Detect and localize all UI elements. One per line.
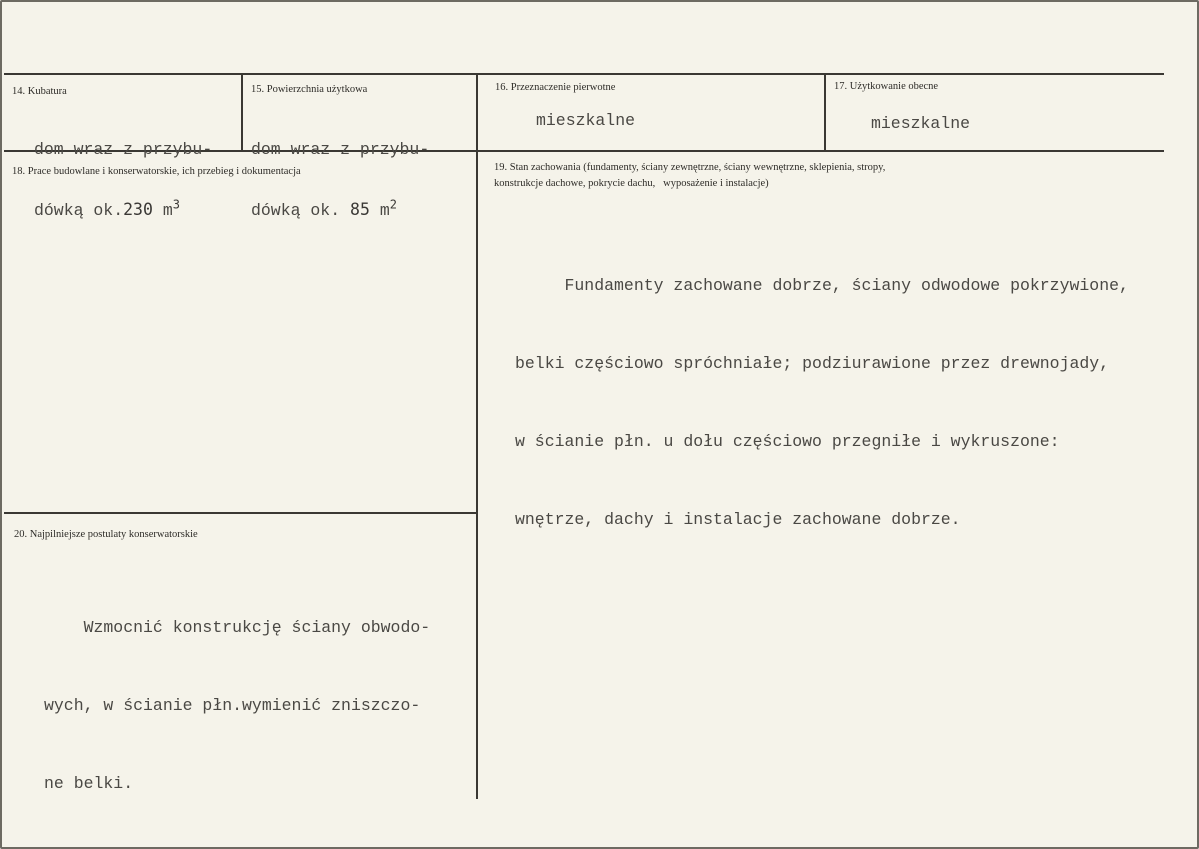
- postulaty-line-1: Wzmocnić konstrukcję ściany obwodo-: [44, 618, 431, 637]
- prace-budowlane-label: 18. Prace budowlane i konserwatorskie, ich przebieg i dokumentacja: [12, 166, 301, 177]
- postulaty-label: 20. Najpilniejsze postulaty konserwatorskie: [14, 529, 198, 540]
- powierzchnia-label: 15. Powierzchnia użytkowa: [251, 84, 368, 95]
- stan-zachowania-line-2: belki częściowo spróchniałe; podziurawione przez drewnojady,: [515, 354, 1110, 373]
- powierzchnia-line-2: [251, 197, 429, 221]
- powierzchnia-line-2-text: dówką ok.: [251, 201, 341, 220]
- uzytkowanie-label: 17. Użytkowanie obecne: [834, 81, 939, 92]
- powierzchnia-unit: m: [379, 201, 390, 220]
- postulaty-line-2: wych, w ścianie płn.wymienić zniszczo-: [44, 696, 421, 715]
- kubatura-exponent: 3: [172, 197, 180, 212]
- section-20-rule: [4, 512, 478, 514]
- top-rule: [4, 73, 1164, 75]
- przeznaczenie-label: 16. Przeznaczenie pierwotne: [495, 82, 616, 93]
- kubatura-line-1: dom wraz z przybu-: [34, 140, 213, 159]
- powierzchnia-exponent: 2: [389, 197, 397, 212]
- powierzchnia-line-1: dom wraz z przybu-: [251, 140, 430, 159]
- stan-zachowania-line-4: wnętrze, dachy i instalacje zachowane dobrze.: [515, 510, 961, 529]
- stan-zachowania-label-1: 19. Stan zachowania (fundamenty, ściany zewnętrzne, ściany wewnętrzne, sklepienia, stropy,: [494, 162, 886, 173]
- stan-zachowania-label-2: konstrukcje dachowe, pokrycie dachu, wyposażenie i instalacje): [494, 178, 769, 189]
- divider-main: [476, 75, 478, 799]
- przeznaczenie-value: mieszkalne: [536, 111, 636, 130]
- stan-zachowania-text: [515, 221, 1129, 559]
- stan-zachowania-line-3: w ścianie płn. u dołu częściowo przegniłe i wykruszone:: [515, 432, 1060, 451]
- postulaty-line-3: ne belki.: [44, 774, 134, 793]
- kubatura-line-2-text: dówką ok.: [34, 201, 124, 220]
- kubatura-label: 14. Kubatura: [12, 86, 67, 97]
- divider-16-17: [824, 75, 826, 151]
- uzytkowanie-value: mieszkalne: [871, 114, 971, 133]
- kubatura-line-2: [34, 197, 212, 221]
- kubatura-unit: m: [162, 201, 173, 220]
- stan-zachowania-line-1: Fundamenty zachowane dobrze, ściany odwodowe pokrzywione,: [515, 276, 1129, 295]
- powierzchnia-number: 85: [350, 200, 370, 219]
- kubatura-number: 230: [123, 200, 153, 219]
- divider-14-15: [241, 75, 243, 151]
- postulaty-text: [44, 563, 430, 823]
